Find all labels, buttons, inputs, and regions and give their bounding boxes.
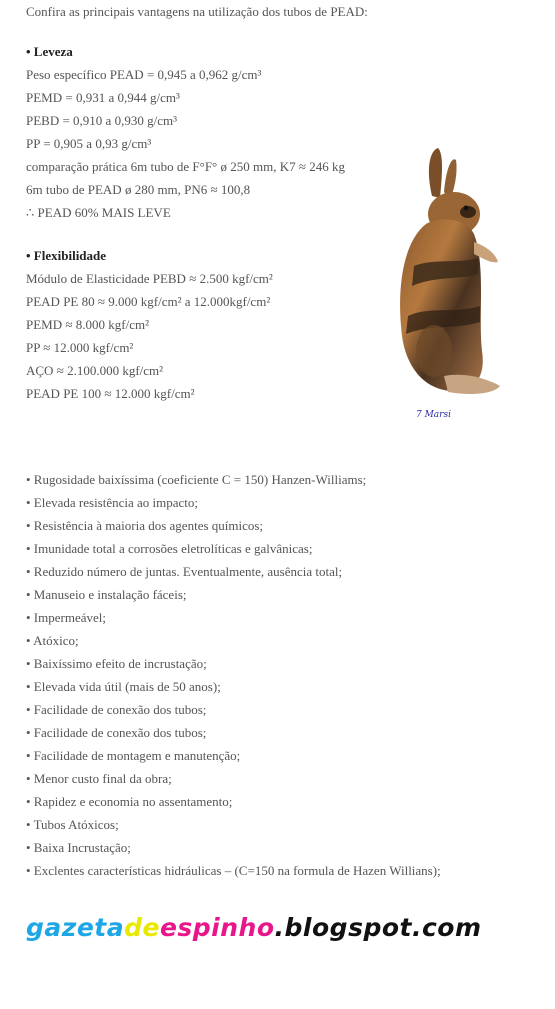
list-item: • Impermeável; <box>26 610 106 625</box>
list-item: • Facilidade de conexão dos tubos; <box>26 702 207 717</box>
list-item: • Exclentes características hidráulicas – (C=150 na formula de Hazen Willians); <box>26 863 441 878</box>
list-item: • Manuseio e instalação fáceis; <box>26 587 187 602</box>
leveza-line: PEMD = 0,931 a 0,944 g/cm³ <box>26 90 180 105</box>
leveza-line: ∴ PEAD 60% MAIS LEVE <box>26 205 171 220</box>
list-item: • Elevada vida útil (mais de 50 anos); <box>26 679 221 694</box>
list-item: • Resistência à maioria dos agentes químicos; <box>26 518 264 533</box>
advantages-list <box>26 468 441 882</box>
flexibilidade-line: PEMD ≈ 8.000 kgf/cm² <box>26 317 149 332</box>
rabbit-image <box>374 146 504 401</box>
list-item: • Elevada resistência ao impacto; <box>26 495 199 510</box>
leveza-heading: • Leveza <box>26 44 73 59</box>
list-item: • Baixíssimo efeito de incrustação; <box>26 656 207 671</box>
leveza-line: Peso específico PEAD = 0,945 a 0,962 g/cm³ <box>26 67 262 82</box>
flexibilidade-line: PEAD PE 80 ≈ 9.000 kgf/cm² a 12.000kgf/cm² <box>26 294 271 309</box>
list-item: • Imunidade total a corrosões eletrolíticas e galvânicas; <box>26 541 313 556</box>
brand-part-domain: .blogspot.com <box>274 913 482 942</box>
leveza-line: PEBD = 0,910 a 0,930 g/cm³ <box>26 113 177 128</box>
list-item: • Tubos Atóxicos; <box>26 817 119 832</box>
flexibilidade-line: PP ≈ 12.000 kgf/cm² <box>26 340 134 355</box>
leveza-line: 6m tubo de PEAD ø 280 mm, PN6 ≈ 100,8 <box>26 182 251 197</box>
brand-part-gazeta: gazeta <box>26 913 125 942</box>
brand-part-de: de <box>124 913 160 942</box>
intro-text: Confira as principais vantagens na utilização dos tubos de PEAD: <box>26 4 368 19</box>
flexibilidade-line: Módulo de Elasticidade PEBD ≈ 2.500 kgf/cm² <box>26 271 273 286</box>
list-item: • Baixa Incrustação; <box>26 840 131 855</box>
flexibilidade-heading: • Flexibilidade <box>26 248 107 263</box>
list-item: • Facilidade de montagem e manutenção; <box>26 748 241 763</box>
image-signature: 7 Marsi <box>416 410 451 420</box>
leveza-section <box>26 40 345 224</box>
leveza-line: PP = 0,905 a 0,93 g/cm³ <box>26 136 152 151</box>
flexibilidade-line: AÇO ≈ 2.100.000 kgf/cm² <box>26 363 164 378</box>
flexibilidade-section <box>26 244 273 405</box>
list-item: • Rugosidade baixíssima (coeficiente C = 150) Hanzen-Williams; <box>26 472 367 487</box>
list-item: • Reduzido número de juntas. Eventualmente, ausência total; <box>26 564 343 579</box>
list-item: • Rapidez e economia no assentamento; <box>26 794 233 809</box>
list-item: • Atóxico; <box>26 633 79 648</box>
brand-part-espinho: espinho <box>159 913 275 942</box>
leveza-line: comparação prática 6m tubo de F°F° ø 250 mm, K7 ≈ 246 kg <box>26 159 346 174</box>
list-item: • Menor custo final da obra; <box>26 771 172 786</box>
flexibilidade-line: PEAD PE 100 ≈ 12.000 kgf/cm² <box>26 386 195 401</box>
blog-watermark <box>26 908 482 948</box>
list-item: • Facilidade de conexão dos tubos; <box>26 725 207 740</box>
